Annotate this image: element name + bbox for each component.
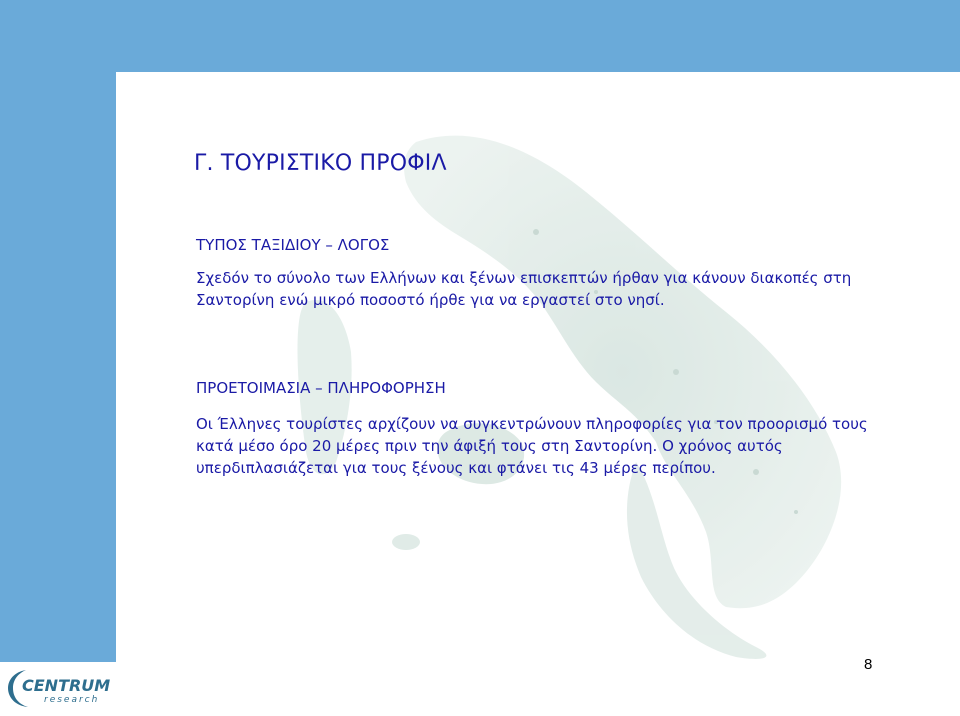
section-text-preparation: Οι Έλληνες τουρίστες αρχίζουν να συγκεντρώνουν πληροφορίες για τον προορισμό τους κατά μέσο όρο 20 μέρες πριν την άφιξή τους στη Σαντορίνη. Ο χρόνος αυτός υπερδιπλασιάζεται για τους ξένους και φτάνει τις 43 μέρες περίπου. bbox=[196, 415, 868, 477]
section-heading-trip-type: ΤΥΠΟΣ ΤΑΞΙΔΙΟΥ – ΛΟΓΟΣ bbox=[196, 236, 390, 254]
logo-tagline: research bbox=[44, 695, 100, 705]
centrum-logo bbox=[4, 664, 116, 712]
section-heading-preparation: ΠΡΟΕΤΟΙΜΑΣΙΑ – ΠΛΗΡΟΦΟΡΗΣΗ bbox=[196, 379, 446, 397]
section-text-trip-type: Σχεδόν το σύνολο των Ελλήνων και ξένων επισκεπτών ήρθαν για κάνουν διακοπές στη Σαντορίνη ενώ μικρό ποσοστό ήρθε για να εργαστεί στο νησί. bbox=[196, 269, 852, 309]
page-number: 8 bbox=[864, 656, 873, 673]
logo-wordmark: CENTRUM bbox=[22, 676, 111, 695]
slide-title: Γ. ΤΟΥΡΙΣΤΙΚΟ ΠΡΟΦΙΛ bbox=[194, 151, 447, 176]
